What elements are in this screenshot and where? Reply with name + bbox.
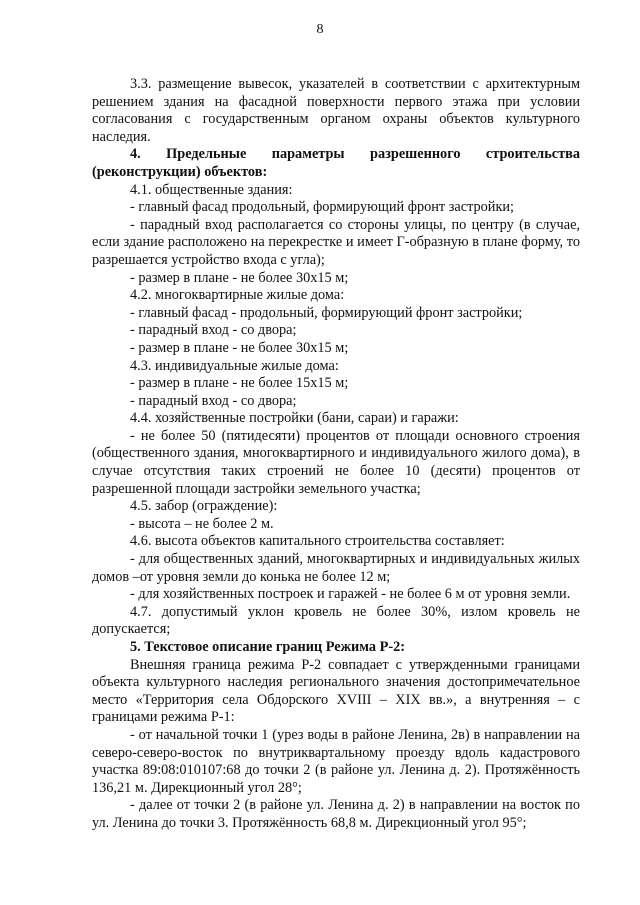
- paragraph: 4.1. общественные здания:: [130, 181, 293, 198]
- paragraph: - от начальной точки 1 (урез воды в районе Ленина, 2в) в направлении на северо-северо-восток по внутриквартальному проезду вдоль кадастрового участка 89:08:010107:68 до точки 2 (в районе ул. Ленина д. 2). Протяжённость 136,21 м. Дирекционный угол 28°;: [92, 726, 580, 796]
- paragraph: - для общественных зданий, многоквартирных и индивидуальных жилых домов –от уровня земли до конька не более 12 м;: [92, 551, 580, 585]
- paragraph: - парадный вход - со двора;: [130, 392, 297, 409]
- document-body: [92, 76, 580, 833]
- page-number: 8: [316, 22, 324, 37]
- paragraph: 5. Текстовое описание границ Режима Р-2:: [130, 639, 406, 655]
- paragraph: - размер в плане - не более 30х15 м;: [130, 339, 349, 356]
- paragraph: Внешняя граница режима Р-2 совпадает с утвержденными границами объекта культурного наследия регионального значения достопримечательное место «Территория села Обдорского XVIII – XIX вв.», а внутренняя – с границами режима Р-1:: [92, 656, 580, 726]
- paragraph: 4.6. высота объектов капитального строительства составляет:: [130, 533, 505, 550]
- paragraph: 4.4. хозяйственные постройки (бани, сараи) и гаражи:: [130, 410, 459, 427]
- paragraph: - главный фасад продольный, формирующий фронт застройки;: [130, 199, 515, 216]
- paragraph: - размер в плане - не более 15х15 м;: [130, 375, 349, 392]
- paragraph: - парадный вход - со двора;: [130, 322, 297, 339]
- paragraph: - главный фасад - продольный, формирующий фронт застройки;: [130, 304, 523, 321]
- paragraph: - не более 50 (пятидесяти) процентов от площади основного строения (общественного здания, многоквартирного и индивидуального жилого дома), в случае отсутствия таких строений не более 10 (десяти) процентов от разрешенной площади застройки земельного участка;: [92, 427, 580, 497]
- paragraph: 4.2. многоквартирные жилые дома:: [130, 287, 345, 304]
- paragraph: - размер в плане - не более 30х15 м;: [130, 269, 349, 286]
- paragraph: - для хозяйственных построек и гаражей - не более 6 м от уровня земли.: [130, 586, 571, 603]
- paragraph: 3.3. размещение вывесок, указателей в соответствии с архитектурным решением здания на фасадной поверхности первого этажа при условии согласования с государственным органом охраны объектов культурного наследия.: [92, 76, 580, 145]
- paragraph: - высота – не более 2 м.: [130, 515, 274, 532]
- paragraph: 4.7. допустимый уклон кровель не более 30%, излом кровель не допускается;: [92, 603, 580, 638]
- paragraph: (реконструкции) объектов:: [92, 163, 268, 180]
- paragraph: 4. Предельные параметры разрешенного строительства: [130, 146, 580, 163]
- paragraph: 4.5. забор (ограждение):: [130, 498, 278, 515]
- paragraph: - парадный вход располагается со стороны улицы, по центру (в случае, если здание расположено на перекрестке и имеет Г-образную в плане форму, то разрешается устройство входа с угла);: [92, 216, 580, 268]
- paragraph: 4.3. индивидуальные жилые дома:: [130, 357, 339, 374]
- paragraph: - далее от точки 2 (в районе ул. Ленина д. 2) в направлении на восток по ул. Ленина до точки 3. Протяжённость 68,8 м. Дирекционный угол 95°;: [92, 797, 580, 831]
